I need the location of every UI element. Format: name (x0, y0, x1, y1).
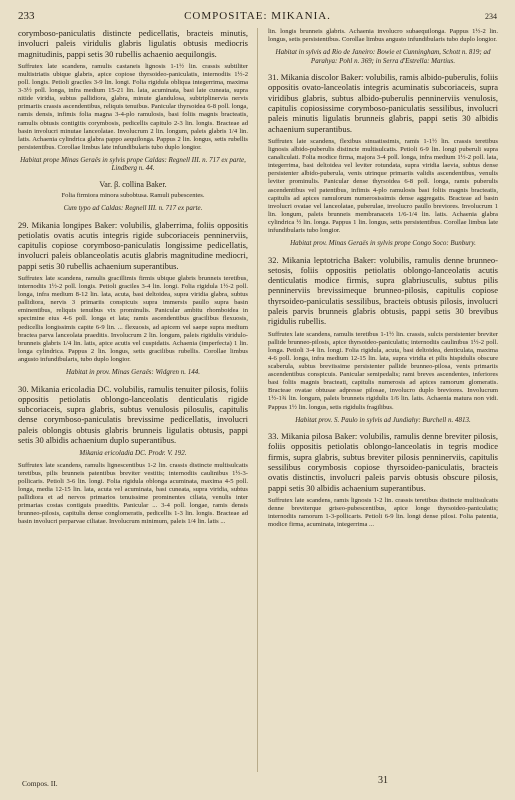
habitat-note: Cum typo ad Caldas: Regnell III. n. 717 ex parte. (63, 204, 203, 213)
page-footer-number: 31 (378, 775, 388, 786)
species-description: Suffrutex late scandens, ramulis castaneis lignosis 1-1½ lin. crassis subtiliter multistriatis ubique glabris, apice copiose thyrsoideo-paniculatis, internodiis 1½-2 poll. longis. Petioli graciles 3-9 lin. longi. Folia rigidula obliqua integerrima, maxima 3-3½ poll. longa, infra medium 15-21 lin. lata, acuminata, basi late cuneata, supra nitide viridia, subtus pallidiora, glabra, minute glandulosa, subtriplinervia nervis primariis crassis ascendentibus, reliquis tenuibus. Panicular thyrsoidea 6-8 poll. longa, ramis densis, infimis folia magna 3-4-plo ramulosis, basi foliis magnis bracteatis, ramulis obtusis contigitis corymbosis, pedicellis capitulo 2-3 lin. longis. Bracteae ad basin involucri minutae lanceolatae. Involucrum 2 lin. longum, paleis glabris 1/4 lin. latis. Achaenia cylindrica glabra pappo aequilonga. Pappus 2 lin. longus, setis rubellis persistentibus. Corollae limbus late infundibularis tubo duplo longior. (18, 62, 248, 151)
variety-heading: Var. β. collina Baker. (99, 179, 167, 189)
column-divider (257, 28, 258, 772)
page-number-left: 233 (18, 10, 35, 22)
habitat-note: Habitat prov. Minas Geraës in sylvis prope Congo Soco: Bunbury. (290, 239, 476, 248)
species-diagnosis: 33. Mikania pilosa Baker: volubilis, ramulis denne breviter pilosis, foliis oppositis petiolatis oblongo-lanceolatis in tegris modice firmis, supra glabris, subtus breviter pilosis penninerviis, capitulis sessilibus corymbosis copiose thyrsoideo-paniculatis, bracteis ovatis distinctis, involucri paleis parvis obtusis obscure pilosis, pappi setis 30 albidis achaenium superantibus. (268, 431, 498, 493)
habitat-note: Habitat prope Minas Geraës in sylvis prope Caldas: Regnell III. n. 717 ex parte, Lindberg n. 44. (20, 155, 246, 173)
continued-description: lin. longis brunneis glabris. Achaenia involucro subaequilonga. Pappus 1½-2 lin. longus, setis persistentibus. Corollae limbus angusto infundibularis tubo duplo longior. (268, 28, 498, 44)
intro-paragraph: corymboso-paniculatis distincte pedicellatis, bracteis minutis, involucri paleis viridulis glabris ligulatis obtusis mediocris magnitudinis, pappi setis 30 rubellis achaenio aequilongis. (18, 28, 248, 59)
species-diagnosis: 29. Mikania longipes Baker: volubilis, glaberrima, foliis oppositis petiolatis ovatis acutis integris rigide subcoriaceis penninerviis, capitulis copiose corymboso-paniculatis longissime pedicellatis, involucri paleis oblanceolatis acutis glabris magnitudine mediocri, pappi setis 30 rubellis achaenium superantibus. (18, 219, 248, 271)
species-diagnosis: 32. Mikania leptotricha Baker: volubilis, ramulis denne brunneo-setosis, foliis oppositis petiolatis oblongo-lanceolatis acutis denticulatis modice firmis, supra glabriusculis, subtus pilis penninerviis brevissimeque brunneo-pilosis, capitulis copiose thyrsoideo-paniculatis sessilibus, bracteis obtusis pilosis, involucri paleis parvis brunneis glabris obtusis, pappi setis 30 brevibus rigidulis rubellis. (268, 254, 498, 327)
citation: Mikania ericoladia DC. Prodr. V. 192. (79, 449, 187, 458)
page-number-right: 234 (485, 12, 497, 21)
habitat-note: Habitat in prov. Minas Geraës: Widgren n. 144. (66, 368, 200, 377)
page-header (18, 10, 497, 24)
species-description: Suffrutex late scandens, ramulis gracillimis firmis ubique glabris brunneis teretibus, internodiis 1½-2 poll. longis. Petioli graciles 3-4 lin. longi. Folia rigidula 1½-2 poll. longa, infra medium 8-12 lin. lata, acuta, basi deltoidea, supra viridia glabra, subtus pallidiora, nervis 3 primariis conspicuis supra immersis paullo supra basin eminentibus, reliquis tenuibus vix prominulis. Panicular ambitu rhomboidea in specimine eius 4-6 poll. longa et lata; ramis ascendentibus gracilibus flexuosis, pedicellis longissimis capite 6-9 lin. ... flexuosis, ad apicem vel saepe supra medium bractea parva lanceolata praeditis. Involucrum 2 lin. longum, paleis rigidulis viridulo-brunneis glabris 1/4 lin. latis, apice acutis vel cuspidatis. Achaenia (imperfecta) 1 lin. longa cylindrica. Pappus 2 lin. longus, setis gracilibus rubellis. Corollae limbus angusto infundibularis, tubo duplo longior. (18, 275, 248, 363)
running-title: COMPOSITAE: MIKANIA. (184, 10, 331, 22)
species-diagnosis: 30. Mikania ericoladia DC. volubilis, ramulis tenuiter pilosis, foliis oppositis petiolatis oblongo-lanceolatis denticulatis rigide subcoriaceis, supra glabris, subtus venulosis pilosulis, capitulis dense corymboso-paniculatis brevissime pedicellatis, involucri paleis oblongis obtusis glabris brunneis ligulatis obtusis, pappi setis 30 albidis achaenium duplo superantibus. (18, 383, 248, 446)
habitat-note: Habitat in sylvis ad Rio de Janeiro: Bowie et Cunningham, Schott n. 819; ad Parahya: Pohl n. 369; in Serra d'Estrella: Martius. (275, 48, 491, 65)
species-description: Suffrutex late scandens, ramulis teretibus 1-1½ lin. crassis, sulcis persistenter breviter pallide brunneo-pilosis, apice thyrsoideo-paniculatis; internodiis caulinibus 1½-2 poll. longa. Petioli 3-4 lin. longi. Folia rigidula, acuta, basi deltoidea, denticulata, maxima 4-6 poll. longa, infra medium 12-15 lin. lata, supra viridia et pilis hispidulis obscure scaberula, subtus breviissime persistenter pallide brunneo-pilosa, venis primariis ascendentibus conspicuis. Panicular semipedalis; rami breves ascendentes, inferiores basi foliis magnis bracteati, capitulis numerosis ad apices ramorum glomeratis. Bracteae ovatae obtusae adpresse pilosae, involucro duplo breviores. Involucrum 1½-1¾ lin. longum, paleis brunneis rigidulis 1/6 lin. latis. Achaenia matura non vidi. Pappus 1½ lin. longus, setis rigidulis fragilibus. (268, 330, 498, 411)
species-description: Suffrutex late scandens, flexibus sinuatissimis, ramis 1-1½ lin. crassis teretibus lignosis albido-puberulis distincte multisulcatis. Petioli 6-9 lin. longi puberuli supra canaliculati. Folia modice firma, majora 3-4 poll. longa, infra medium 1½-2 poll. lata, integerrima, basi deltoidea vel leviter rotundata, supra viridia laevia, subtus dense persistenter albido-puberula, venis utrinque primariis validis ascendentibus, venulis leviter prominulis. Panicular dense thyrsoidea 6-8 poll. longa, ramis puberulis ascendentibus vel patentibus, infimis 4-plo ramulosis basi foliis magnis bracteatis, capitulis ad apices ramulorum numerosissimis dense aggregatis. Bracteae ad basin involucri ovatae vel lanceolatae, puberulae, involucro paullo breviores. Involucrum 1 lin. longum, paleis brunneis membranaceis 1/6-1/4 lin. latis. Achaenia glabra cylindrica ½ lin. longa. Pappus 1 lin. longus, setis persistentibus. Corollae limbus late infundibularis tubo longior. (268, 137, 498, 234)
left-column (18, 28, 248, 772)
habitat-note: Habitat prov. S. Paulo in sylvis ad Jundiahy: Burchell n. 4813. (295, 415, 471, 424)
species-description: Suffrutex late scandens, ramulis lignescentibus 1-2 lin. crassis distincte multisulcatis teretibus, pilis brunneis patentibus breviter vestitis; internodiis caulinibus 1½-3-pollicaris. Petioli 3-6 lin. longi. Folia rigidula oblonga acuminata, maxima 4-5 poll. longa, media 12-15 lin. lata, acuta vel acuminata, basi cuneata, supra viridia, subtus pallidiora et ad nervos primarios tenuissime prominentes ciliata, venulis inter primarias costas contiguis praeditis. Panicular ... 3-4 poll. longae, ramis densis brunneo-pilosis, capitulis dense conglomeratis, pedicellis 1-3 lin. longis. Bracteae ad basin involucri perparvae ciliatae. Involucrum minimum, paleis 1/4 lin. latis ... (18, 461, 248, 526)
signature-mark: Compos. II. (22, 779, 58, 788)
species-diagnosis: 31. Mikania discolor Baker: volubilis, ramis albido-puberulis, foliis oppositis ovato-lanceolatis integris acuminatis subcoriaceis, supra viridibus glabris, subtus albido-puberulis penninerviis venulosis, capitulis copiosissime corymboso-paniculatis sessilibus, involucri paleis minutis ligulatis brunneis glabris, pappi setis 30 albidis achaenium superantibus. (268, 72, 498, 134)
species-description: Suffrutex late scandens, ramis lignosis 1-2 lin. crassis teretibus distincte multisulcatis denne breviterque griseo-pubescentibus, apice longe thyrsoideo-paniculatis; internodiis ramorum 1-3-pollicaris. Petioli 6-9 lin. longi dense pilosi. Folia patentia, modice firma, acuminata, integerrima ... (268, 496, 498, 529)
variety-description: Folia firmiora minora subobtusa. Ramuli pubescentes. (61, 191, 205, 199)
right-column (268, 28, 498, 772)
